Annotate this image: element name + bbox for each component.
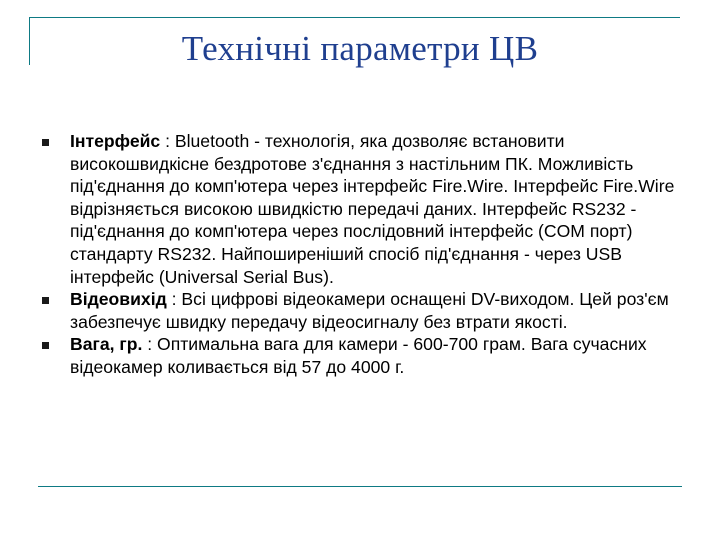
square-bullet-icon <box>42 297 49 304</box>
square-bullet-icon <box>42 139 49 146</box>
top-divider <box>30 17 680 18</box>
bullet-text: : Всі цифрові відеокамери оснащені DV-виходом. Цей роз'єм забезпечує швидку передачу відеосигналу без втрати якості. <box>70 289 669 332</box>
bullet-term: Відеовихід <box>70 289 167 310</box>
bullet-item-video-output <box>38 288 688 333</box>
bottom-divider <box>38 486 682 487</box>
bullet-item-weight <box>38 333 688 378</box>
bullet-text: : Оптимальна вага для камери - 600-700 грам. Вага сучасних відеокамер коливається від 57 до 4000 г. <box>70 334 647 377</box>
bullet-list <box>38 130 688 379</box>
bullet-item-interface <box>38 130 688 288</box>
bullet-term: Інтерфейс <box>70 131 161 151</box>
bullet-term: Вага, гр. <box>70 334 143 355</box>
square-bullet-icon <box>42 342 49 349</box>
bullet-text: : Bluetooth - технологія, яка дозволяє встановити високошвидкісне бездротове з'єднання з настільним ПК. Можливість під'єднання до комп'ютера через інтерфейс Fire.Wire. Інтерфейс Fire.Wire відрізняється високою швидкістю передачі даних. Інтерфейс RS232 - під'єднання до комп'ютера через послідовний інтерфейс (COM порт) стандарту RS232. Найпоширеніший спосіб під'єднання - через USB інтерфейс (Universal Serial Bus). <box>70 131 675 287</box>
slide-title: Технічні параметри ЦВ <box>181 29 539 68</box>
